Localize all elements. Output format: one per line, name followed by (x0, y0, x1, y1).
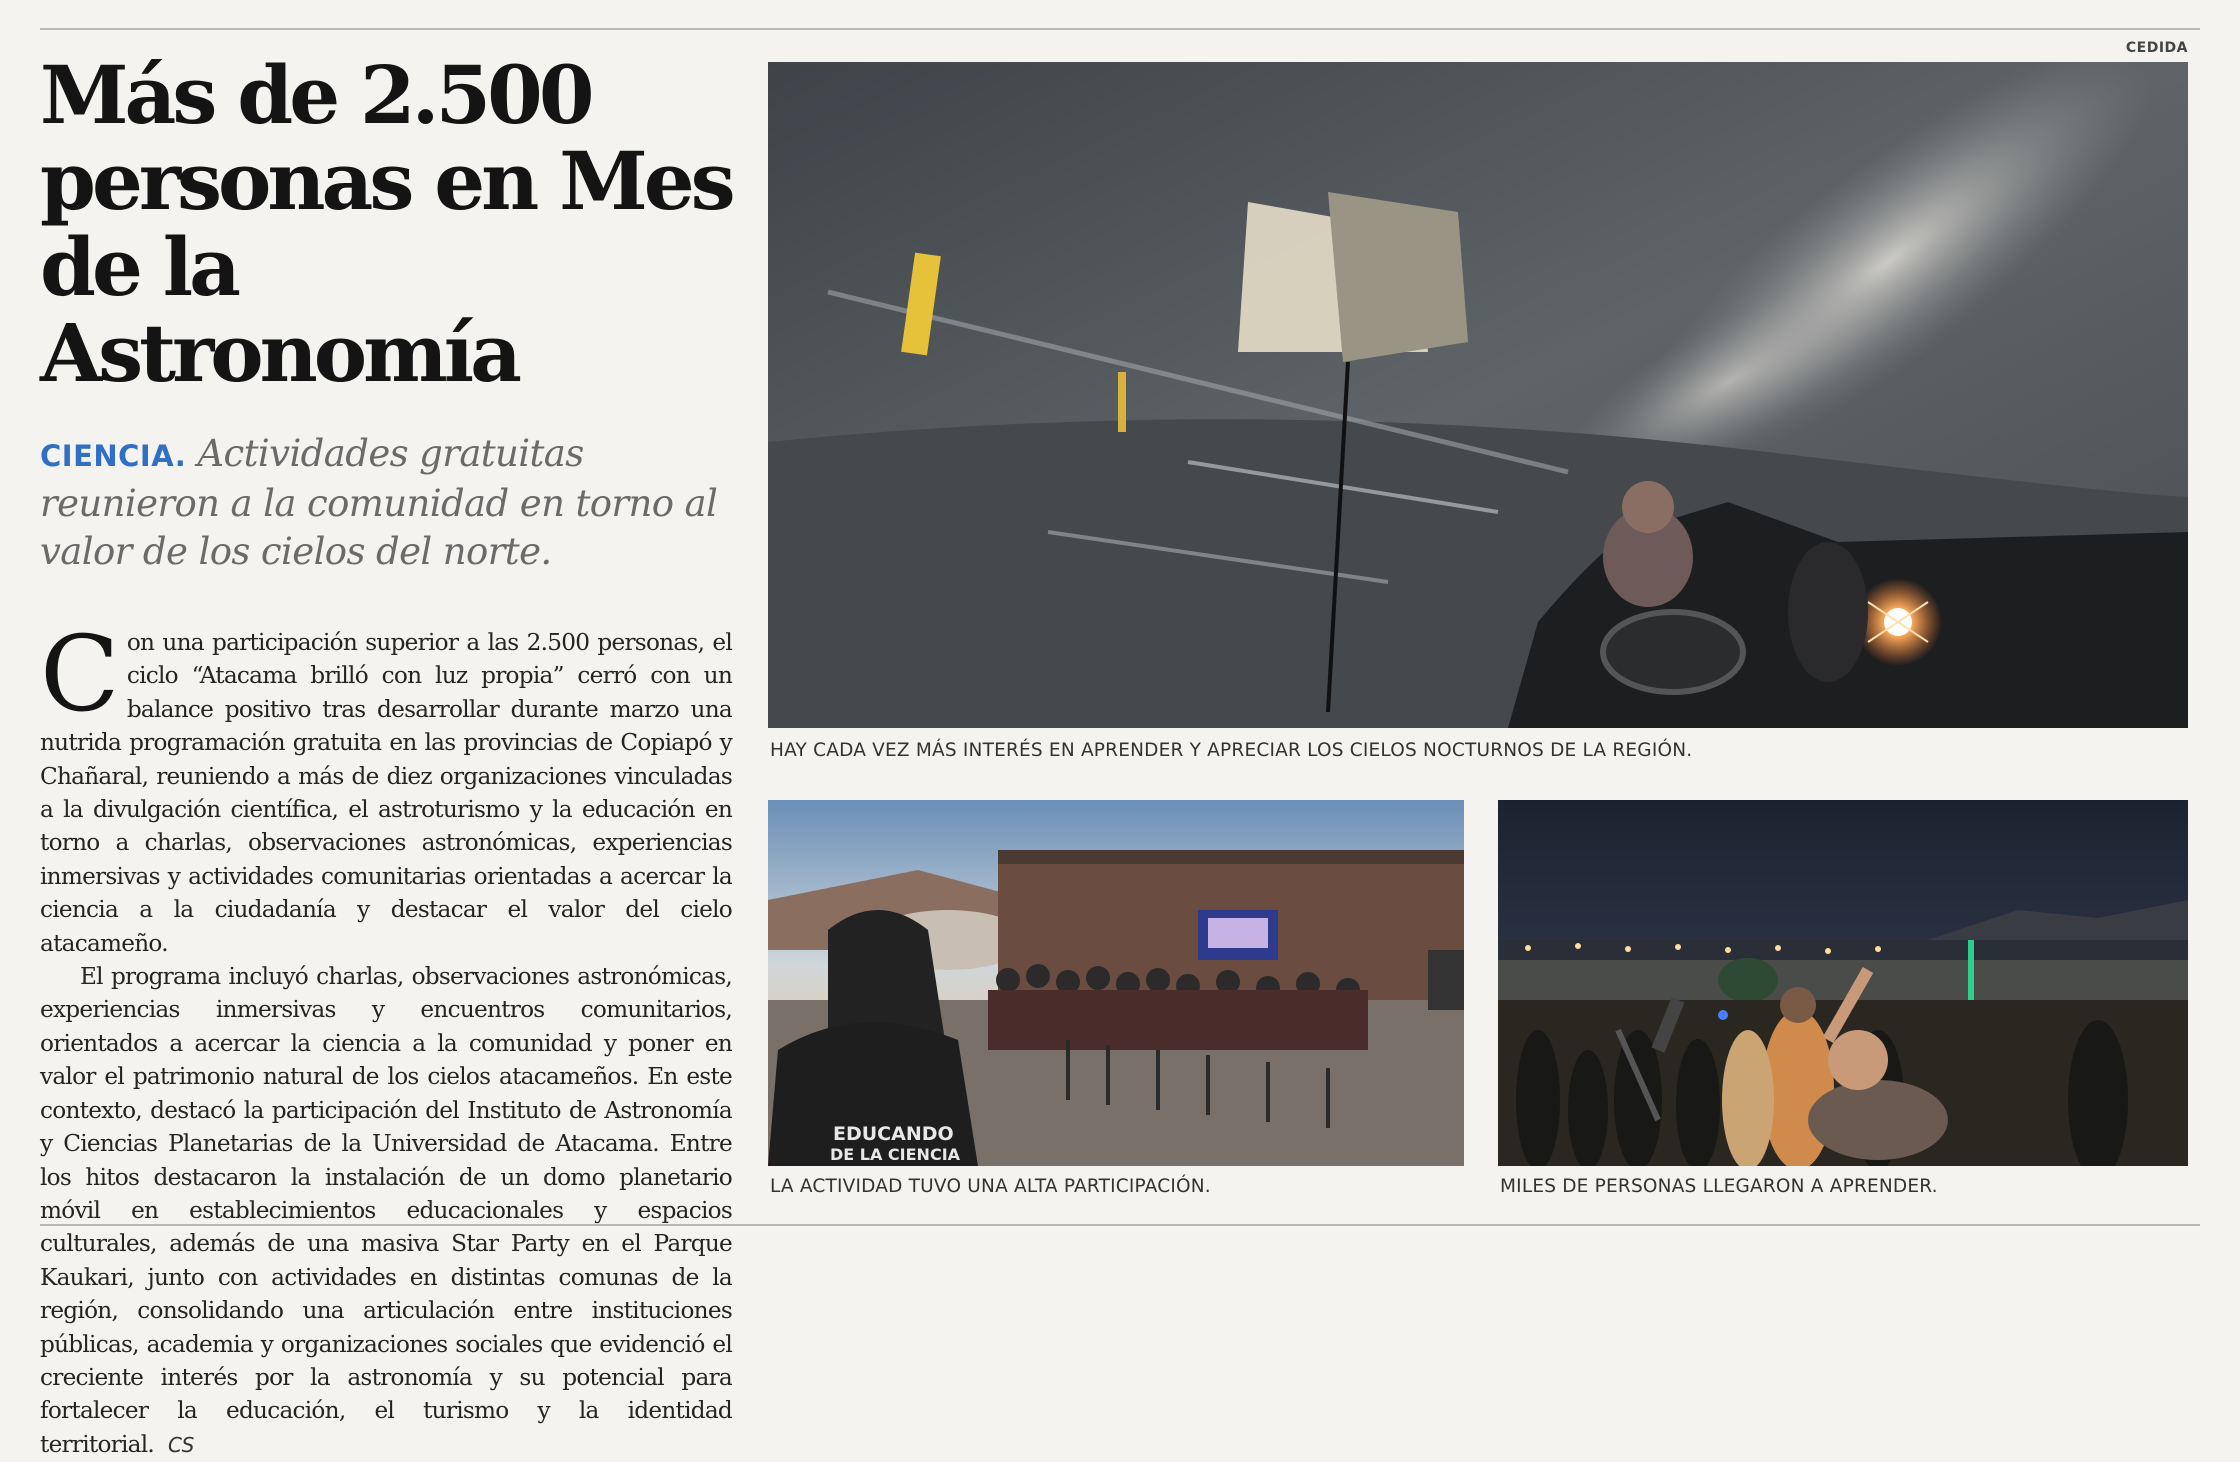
planetarium-image (768, 62, 2188, 728)
paragraph-1-text: on una participación superior a las 2.500 personas, el ciclo “Atacama brilló con luz propia” cerró con un balance positivo tras desarrollar durante marzo una nutrida programación gratuita en las provincias de Copiapó y Chañaral, reuniendo a más de diez organizaciones vinculadas a la divulgación científica, el astroturismo y la educación en torno a charlas, observaciones astronómicas, experiencias inmersivas y actividades comunitarias orientadas a acercar la ciencia a la ciudadanía y destacar el valor del cielo atacameño. (40, 629, 732, 957)
bottom-rule (40, 1224, 2200, 1226)
star-party-image (1498, 800, 2188, 1166)
audience-image (768, 800, 1464, 1166)
shirt-text-line1: EDUCANDO (833, 1123, 954, 1145)
article-body (40, 613, 732, 1462)
main-photo-caption: HAY CADA VEZ MÁS INTERÉS EN APRENDER Y APRECIAR LOS CIELOS NOCTURNOS DE LA REGIÓN. (770, 740, 1693, 761)
paragraph-1 (40, 613, 732, 960)
paragraph-2-text: El programa incluyó charlas, observaciones astronómicas, experiencias inmersivas y encuentros comunitarios, orientados a acercar la ciencia a la comunidad y poner en valor el patrimonio natural de los cielos atacameños. En este contexto, destacó la participación del Instituto de Astronomía y Ciencias Planetarias de la Universidad de Atacama. Entre los hitos destacaron la instalación de un domo planetario móvil en establecimientos educacionales y espacios culturales, además de una masiva Star Party en el Parque Kaukari, junto con actividades en distintas comunas de la región, consolidando una articulación entre instituciones públicas, academia y organizaciones sociales que evidenció el creciente interés por la astronomía y su potencial para fortalecer la educación, el turismo y la identidad territorial. (40, 963, 732, 1458)
article-text-column (40, 48, 732, 1462)
drop-cap: C (40, 613, 119, 735)
star-party-photo-caption: MILES DE PERSONAS LLEGARON A APRENDER. (1500, 1176, 1938, 1197)
headline: Más de 2.500 personas en Mes de la Astronomía (40, 48, 732, 400)
photo-star-party (1498, 800, 2188, 1166)
photo-audience (768, 800, 1464, 1166)
kicker: CIENCIA. (40, 439, 187, 473)
audience-photo-caption: LA ACTIVIDAD TUVO UNA ALTA PARTICIPACIÓN. (770, 1176, 1211, 1197)
end-mark: CS (168, 1432, 194, 1457)
photo-credit: CEDIDA (2125, 40, 2188, 56)
shirt-text-line2: DE LA CIENCIA (830, 1145, 961, 1164)
paragraph-2 (40, 960, 732, 1462)
deck (40, 430, 732, 576)
deck-text: Actividades gratuitas reunieron a la comunidad en torno al valor de los cielos del norte. (40, 432, 718, 573)
main-photo-planetarium (768, 62, 2188, 728)
top-rule (40, 28, 2200, 30)
